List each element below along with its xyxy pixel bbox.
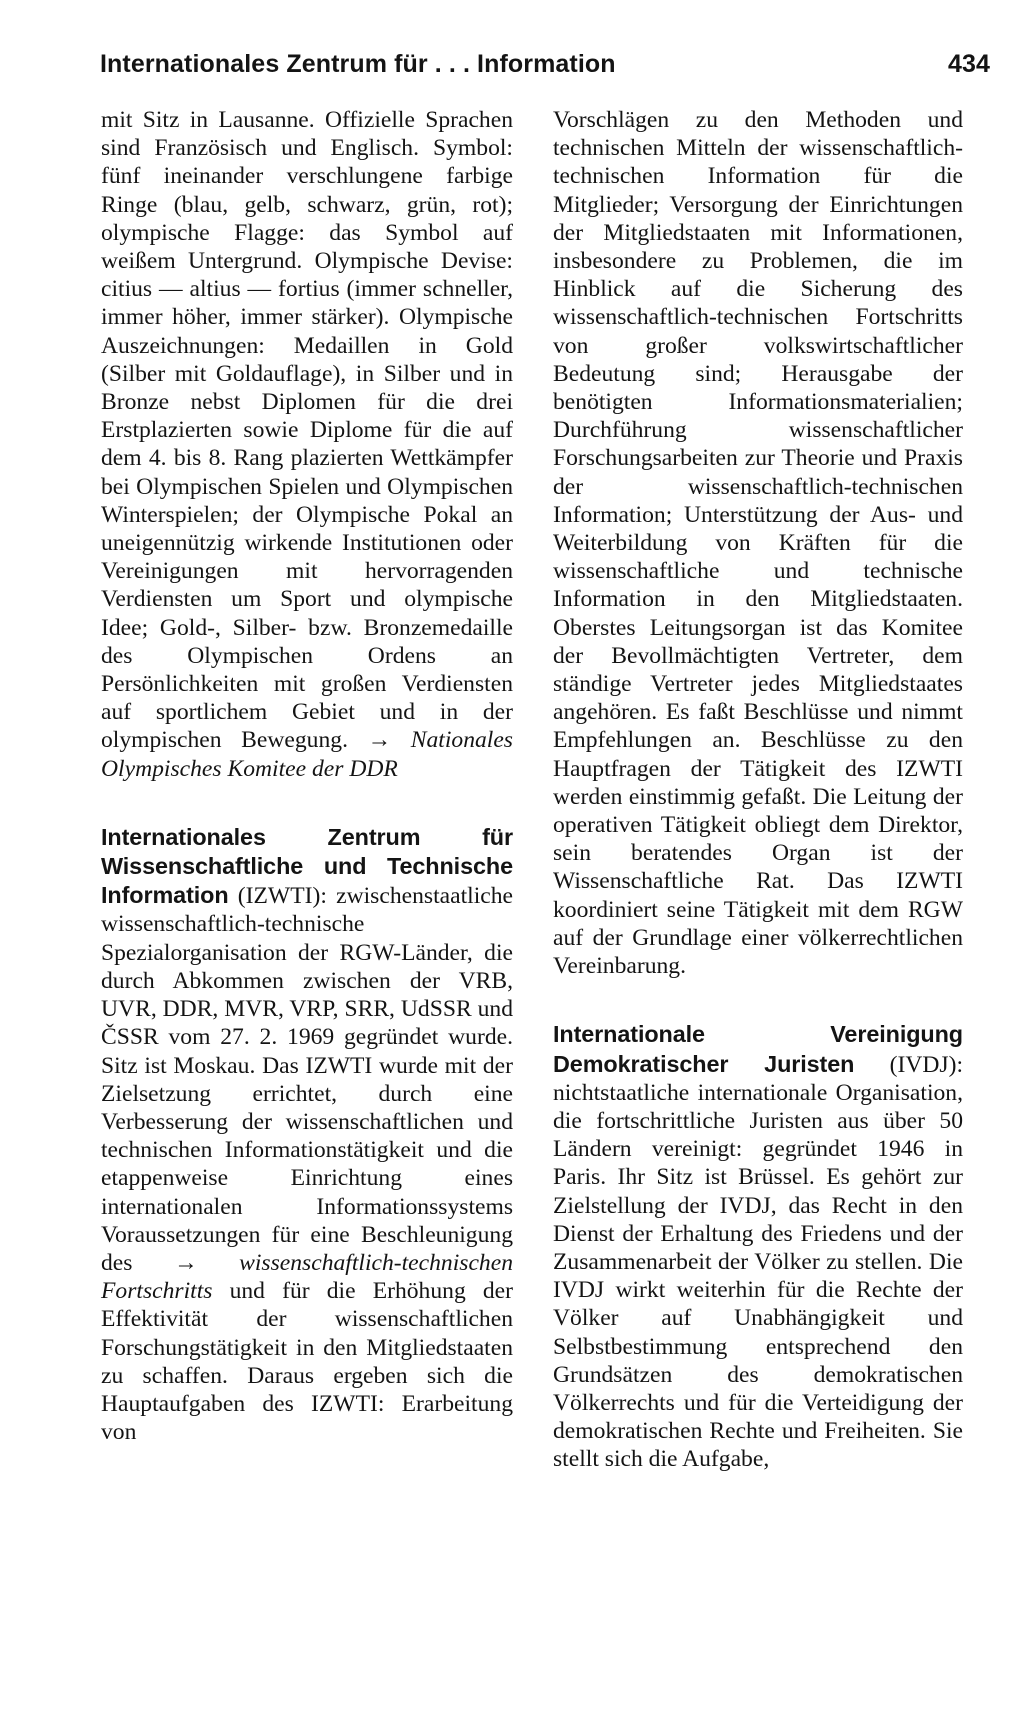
entry-ivdj [553,1020,963,1473]
left-column [101,106,513,1446]
entry-heading-ivdj: Internationale Vereinigung Demokratischer Juristen [553,1021,963,1077]
izwti-continuation: Vorschlägen zu den Methoden und technischen Mitteln der wissenschaftlich-technischen Information für die Mitglieder; Versorgung der Einrichtungen der Mitgliedstaaten mit Informationen, insbesondere zu Problemen, die im Hinblick auf die Sicherung des wissenschaftlich-technischen Fortschritts von großer volkswirtschaftlicher Bedeutung sind; Herausgabe der benötigten Informationsmaterialien; Durchführung wissenschaftlicher Forschungsarbeiten zur Theorie und Praxis der wissenschaftlich-technischen Information; Unterstützung der Aus- und Weiterbildung von Kräften für die wissenschaftliche und technische Information in den Mitgliedstaaten. Oberstes Leitungsorgan ist das Komitee der Bevollmächtigten Vertreter, dem ständige Vertreter jedes Mitgliedstaates angehören. Es faßt Beschlüsse und nimmt Empfehlungen an. Beschlüsse zu den Hauptfragen der Tätigkeit des IZWTI werden einstimmig gefaßt. Die Leitung der operativen Tätigkeit obliegt dem Direktor, sein beratendes Organ ist der Wissenschaftliche Rat. Das IZWTI koordiniert seine Tätigkeit mit dem RGW auf der Grundlage einer völkerrechtlichen Vereinbarung. [553,107,963,980]
entry-body-izwti-end: und für die Erhöhung der Effektivität der wissenschaftlichen Forschungstätigkeit in den Mitgliedstaaten zu schaffen. Daraus ergeben sich die Hauptaufgaben des IZWTI: Erarbeitung von [101,1278,513,1446]
crossref-nok-ddr[interactable]: Nationales Olympisches Komitee der DDR [101,727,513,782]
right-column [553,106,963,1474]
olympic-text: mit Sitz in Lausanne. Offizielle Sprachen sind Französisch und Englisch. Symbol: fünf ineinander verschlungene farbige Ringe (blau, gelb, schwarz, grün, rot); olympische Flagge: das Symbol auf weißem Untergrund. Olympische Devise: citius — altius — fortius (immer schneller, immer höher, immer stärker). Olympische Auszeichnungen: Medaillen in Gold (Silber mit Goldauflage), in Silber und in Bronze nebst Diplomen für die drei Erstplazierten sowie Diplome für die auf dem 4. bis 8. Rang plazierten Wettkämpfer bei Olympischen Spielen und Olympischen Winterspielen; der Olympische Pokal an uneigennützig wirkende Institutionen oder Vereinigungen mit hervorragenden Verdiensten um Sport und olympische Idee; Gold-, Silber- bzw. Bronzemedaille des Olympischen Ordens an Persönlichkeiten mit großen Verdiensten auf sportlichem Gebiet und in der olympischen Bewegung. → [101,107,513,754]
entry-heading-izwti: Internationales Zentrum für Wissenschaftliche und Technische Information [101,823,513,909]
page-number: 434 [947,50,990,78]
entry-body-ivdj: (IVDJ): nichtstaatliche internationale Organisation, die fortschrittliche Juristen aus über 50 Ländern vereinigt: gegründet 1946 in Paris. Ihr Sitz ist Brüssel. Es gehört zur Zielstellung der IVDJ, das Recht in den Dienst der Erhaltung des Friedens und der Zusammenarbeit der Völker zu stellen. Die IVDJ wirkt weiterhin für die Rechte der Völker auf Unabhängigkeit und Selbstbestimmung entsprechend den Grundsätzen des demokratischen Völkerrechts und für die Verteidigung der demokratischen Rechte und Freiheiten. Sie stellt sich die Aufgabe, [553,1051,963,1473]
running-header-title: Internationales Zentrum für . . . Information [100,50,616,78]
olympic-committee-continuation [101,106,513,783]
crossref-wtf[interactable]: wissenschaftlich-technischen Fortschritts [101,1249,513,1305]
running-header [100,50,990,90]
entry-izwti [101,823,513,1446]
entry-body-izwti-start: (IZWTI): zwischenstaatliche wissenschaftlich-technische Spezialorganisation der RGW-Länder, die durch Abkommen zwischen der VRB, UVR, DDR, MVR, VRP, SRR, UdSSR und ČSSR vom 27. 2. 1969 gegründet wurde. Sitz ist Moskau. Das IZWTI wurde mit der Zielsetzung errichtet, durch eine Verbesserung der wissenschaftlichen und technischen Informationstätigkeit und die etappenweise Einrichtung eines internationalen Informationssystems Voraussetzungen für eine Beschleunigung des → [101,883,513,1276]
